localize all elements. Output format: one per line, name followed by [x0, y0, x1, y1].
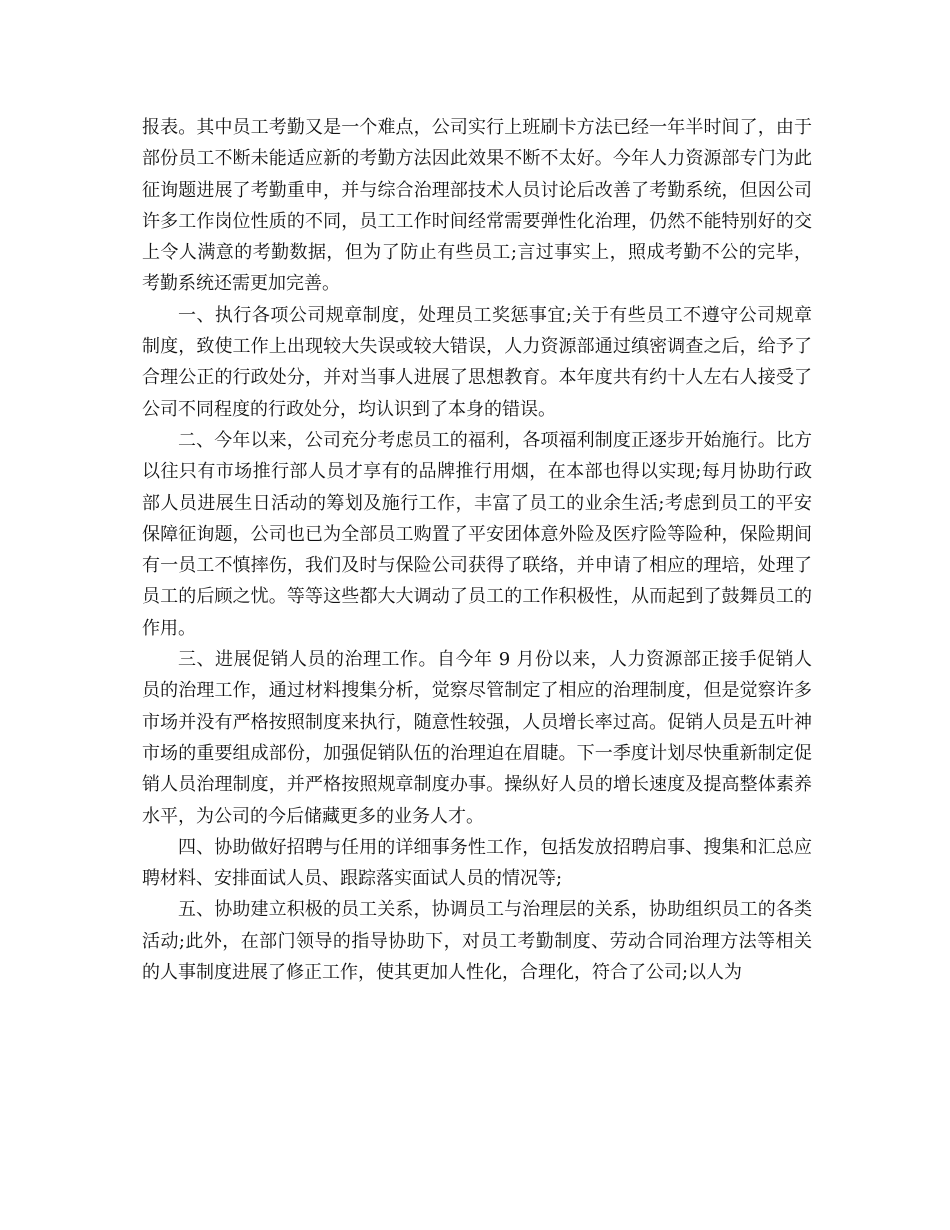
paragraph-attendance: 报表。其中员工考勤又是一个难点，公司实行上班刷卡方法已经一年半时间了，由于部份员工不断未能适应新的考勤方法因此效果不断不太好。今年人力资源部专门为此征询题进展了考勤重申，并与综合治理部技术人员讨论后改善了考勤系统，但因公司许多工作岗位性质的不同，员工工作时间经常需要弹性化治理，仍然不能特别好的交上令人满意的考勤数据，但为了防止有些员工;言过事实上，照成考勤不公的完毕，考勤系统还需更加完善。: [142, 117, 812, 295]
paragraph-item-1-regulations: 一、执行各项公司规章制度，处理员工奖惩事宜;关于有些员工不遵守公司规章制度，致使工作上出现较大失误或较大错误，人力资源部通过缜密调查之后，给予了合理公正的行政处分，并对当事人进展了思想教育。本年度共有约十人左右人接受了公司不同程度的行政处分，均认识到了本身的错误。: [142, 304, 812, 420]
paragraph-item-4-recruitment: 四、协助做好招聘与任用的详细事务性工作，包括发放招聘启事、搜集和汇总应聘材料、安排面试人员、跟踪落实面试人员的情况等;: [142, 836, 812, 890]
paragraph-item-2-welfare: 二、今年以来，公司充分考虑员工的福利，各项福利制度正逐步开始施行。比方以往只有市场推行部人员才享有的品牌推行用烟，在本部也得以实现;每月协助行政部人员进展生日活动的筹划及施行工作，丰富了员工的业余生活;考虑到员工的平安保障征询题，公司也已为全部员工购置了平安团体意外险及医疗险等险种，保险期间有一员工不慎摔伤，我们及时与保险公司获得了联络，并申请了相应的理培，处理了员工的后顾之忧。等等这些都大大调动了员工的工作积极性，从而起到了鼓舞员工的作用。: [142, 429, 812, 639]
document-page: [142, 112, 812, 988]
paragraph-item-3-promoters: 三、进展促销人员的治理工作。自今年 9 月份以来，人力资源部正接手促销人员的治理工作，通过材料搜集分析，觉察尽管制定了相应的治理制度，但是觉察许多市场并没有严格按照制度来执行，随意性较强，人员增长率过高。促销人员是五叶神市场的重要组成部份，加强促销队伍的治理迫在眉睫。下一季度计划尽快重新制定促销人员治理制度，并严格按照规章制度办事。操纵好人员的增长速度及提高整体素养水平，为公司的今后储藏更多的业务人才。: [142, 649, 812, 827]
paragraph-item-5-employee-relations: 五、协助建立积极的员工关系，协调员工与治理层的关系，协助组织员工的各类活动;此外，在部门领导的指导协助下，对员工考勤制度、劳动合同治理方法等相关的人事制度进展了修正工作，使其更加人性化，合理化，符合了公司;以人为: [142, 899, 812, 984]
